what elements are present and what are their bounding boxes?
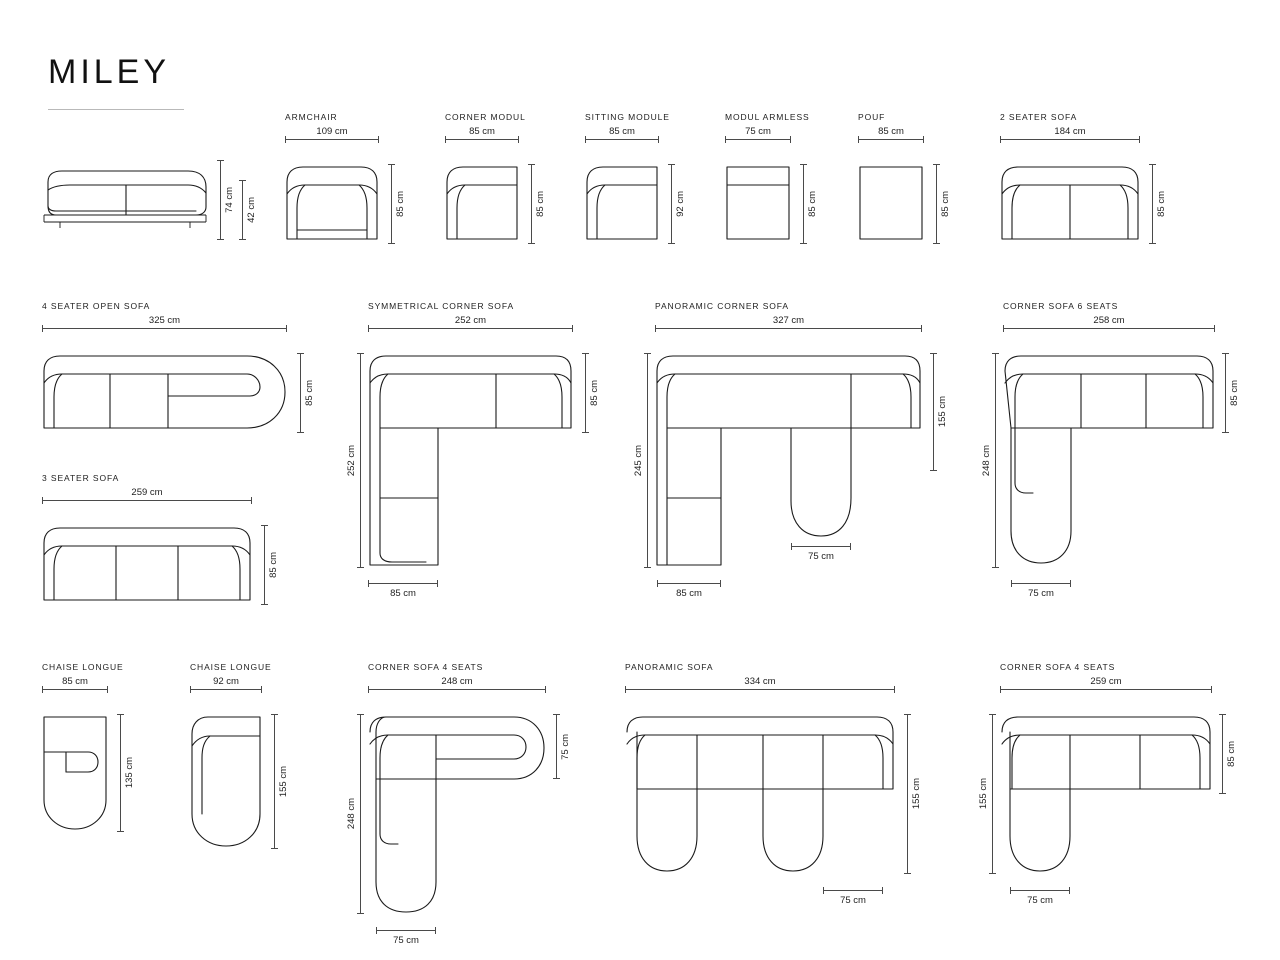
chaise-92-label: CHAISE LONGUE	[190, 662, 272, 672]
chaise-85-width-dim: 85 cm	[42, 676, 108, 690]
chaise-85-label: CHAISE LONGUE	[42, 662, 124, 672]
hero-height-dim-42: 42 cm	[242, 180, 257, 240]
three-seater-height-dim: 85 cm	[264, 525, 279, 605]
symmetrical-corner-label: SYMMETRICAL CORNER SOFA	[368, 301, 515, 311]
corner-6-height-dim-85: 85 cm	[1225, 353, 1240, 433]
four-seater-open-height-dim: 85 cm	[300, 353, 315, 433]
corner-4-248-label: CORNER SOFA 4 SEATS	[368, 662, 484, 672]
three-seater-drawing	[42, 525, 252, 605]
corner-6-drawing	[1003, 353, 1215, 568]
symmetrical-corner-depth-dim: 252 cm	[346, 353, 361, 568]
three-seater-width-dim: 259 cm	[42, 487, 252, 501]
corner-modul-label: CORNER MODUL	[445, 112, 526, 122]
product-armchair	[285, 112, 406, 217]
four-seater-open-label: 4 SEATER OPEN SOFA	[42, 301, 151, 311]
product-chaise-longue-92	[190, 662, 289, 798]
three-seater-label: 3 SEATER SOFA	[42, 473, 120, 483]
corner-6-bottom-dim-75: 75 cm	[1011, 583, 1071, 599]
symmetrical-corner-bottom-dim: 85 cm	[368, 583, 438, 599]
product-sitting-module	[585, 112, 686, 217]
panoramic-corner-drawing	[655, 353, 922, 568]
product-corner-sofa-4-seats-248	[346, 662, 571, 946]
corner-4-248-drawing	[368, 714, 546, 914]
pouf-height-dim: 85 cm	[936, 164, 951, 244]
symmetrical-corner-drawing	[368, 353, 573, 568]
sitting-module-width-dim: 85 cm	[585, 126, 659, 140]
title-divider	[48, 109, 184, 110]
corner-6-depth-dim-248: 248 cm	[981, 353, 996, 568]
sitting-module-height-dim: 92 cm	[671, 164, 686, 244]
corner-4-259-depth-dim-155: 155 cm	[978, 714, 993, 874]
modul-armless-width-dim: 75 cm	[725, 126, 791, 140]
armchair-drawing	[285, 164, 379, 244]
two-seater-height-dim: 85 cm	[1152, 164, 1167, 244]
brand-block	[48, 55, 308, 110]
product-hero	[40, 160, 257, 240]
corner-4-259-label: CORNER SOFA 4 SEATS	[1000, 662, 1116, 672]
panoramic-sofa-height-dim-155: 155 cm	[907, 714, 922, 874]
chaise-85-height-dim: 135 cm	[120, 714, 135, 832]
pouf-width-dim: 85 cm	[858, 126, 924, 140]
product-chaise-longue-85	[42, 662, 135, 789]
panoramic-sofa-drawing	[625, 714, 895, 874]
product-pouf	[858, 112, 951, 217]
panoramic-corner-width-dim: 327 cm	[655, 315, 922, 329]
corner-4-248-height-dim-75: 75 cm	[556, 714, 571, 779]
page-title: MILEY	[48, 53, 171, 91]
corner-modul-height-dim: 85 cm	[531, 164, 546, 244]
corner-4-248-depth-dim-248: 248 cm	[346, 714, 361, 914]
panoramic-corner-height-dim-155: 155 cm	[933, 353, 948, 471]
symmetrical-corner-width-dim: 252 cm	[368, 315, 573, 329]
product-panoramic-sofa	[625, 662, 922, 906]
modul-armless-label: MODUL ARMLESS	[725, 112, 810, 122]
corner-4-259-drawing	[1000, 714, 1212, 874]
panoramic-corner-depth-dim-245: 245 cm	[633, 353, 648, 568]
armchair-width-dim: 109 cm	[285, 126, 379, 140]
panoramic-corner-bottom-dim-85: 85 cm	[657, 583, 721, 599]
armchair-label: ARMCHAIR	[285, 112, 338, 122]
product-3-seater-sofa	[42, 473, 279, 578]
two-seater-width-dim: 184 cm	[1000, 126, 1140, 140]
panoramic-sofa-label: PANORAMIC SOFA	[625, 662, 714, 672]
two-seater-label: 2 SEATER SOFA	[1000, 112, 1078, 122]
corner-4-248-width-dim: 248 cm	[368, 676, 546, 690]
modul-armless-height-dim: 85 cm	[803, 164, 818, 244]
chaise-92-width-dim: 92 cm	[190, 676, 262, 690]
corner-4-259-bottom-dim-75: 75 cm	[1010, 890, 1070, 906]
corner-modul-drawing	[445, 164, 519, 244]
product-2-seater-sofa	[1000, 112, 1167, 217]
product-corner-sofa-6-seats	[981, 301, 1240, 599]
corner-6-label: CORNER SOFA 6 SEATS	[1003, 301, 1119, 311]
hero-height-dim-74: 74 cm	[220, 160, 235, 240]
symmetrical-corner-height-dim: 85 cm	[585, 353, 600, 433]
four-seater-open-drawing	[42, 353, 287, 433]
armchair-height-dim: 85 cm	[391, 164, 406, 244]
panoramic-sofa-width-dim: 334 cm	[625, 676, 895, 690]
pouf-drawing	[858, 164, 924, 244]
four-seater-open-width-dim: 325 cm	[42, 315, 287, 329]
sitting-module-drawing	[585, 164, 659, 244]
two-seater-drawing	[1000, 164, 1140, 244]
product-corner-modul	[445, 112, 546, 217]
corner-modul-width-dim: 85 cm	[445, 126, 519, 140]
corner-4-259-width-dim: 259 cm	[1000, 676, 1212, 690]
chaise-92-height-dim: 155 cm	[274, 714, 289, 849]
product-corner-sofa-4-seats-259	[978, 662, 1237, 906]
panoramic-corner-label: PANORAMIC CORNER SOFA	[655, 301, 789, 311]
corner-6-width-dim: 258 cm	[1003, 315, 1215, 329]
chaise-85-drawing	[42, 714, 108, 832]
product-4-seater-open-sofa	[42, 301, 315, 406]
pouf-label: POUF	[858, 112, 886, 122]
modul-armless-drawing	[725, 164, 791, 244]
sitting-module-label: SITTING MODULE	[585, 112, 670, 122]
hero-sofa-drawing	[40, 160, 210, 240]
corner-4-248-bottom-dim-75: 75 cm	[376, 930, 436, 946]
product-modul-armless	[725, 112, 818, 217]
panoramic-sofa-bottom-dim-75: 75 cm	[823, 890, 883, 906]
product-symmetrical-corner-sofa	[346, 301, 600, 599]
chaise-92-drawing	[190, 714, 262, 849]
corner-4-259-height-dim-85: 85 cm	[1222, 714, 1237, 794]
product-panoramic-corner-sofa	[633, 301, 948, 599]
panoramic-corner-chaise-dim-75: 75 cm	[791, 546, 851, 562]
